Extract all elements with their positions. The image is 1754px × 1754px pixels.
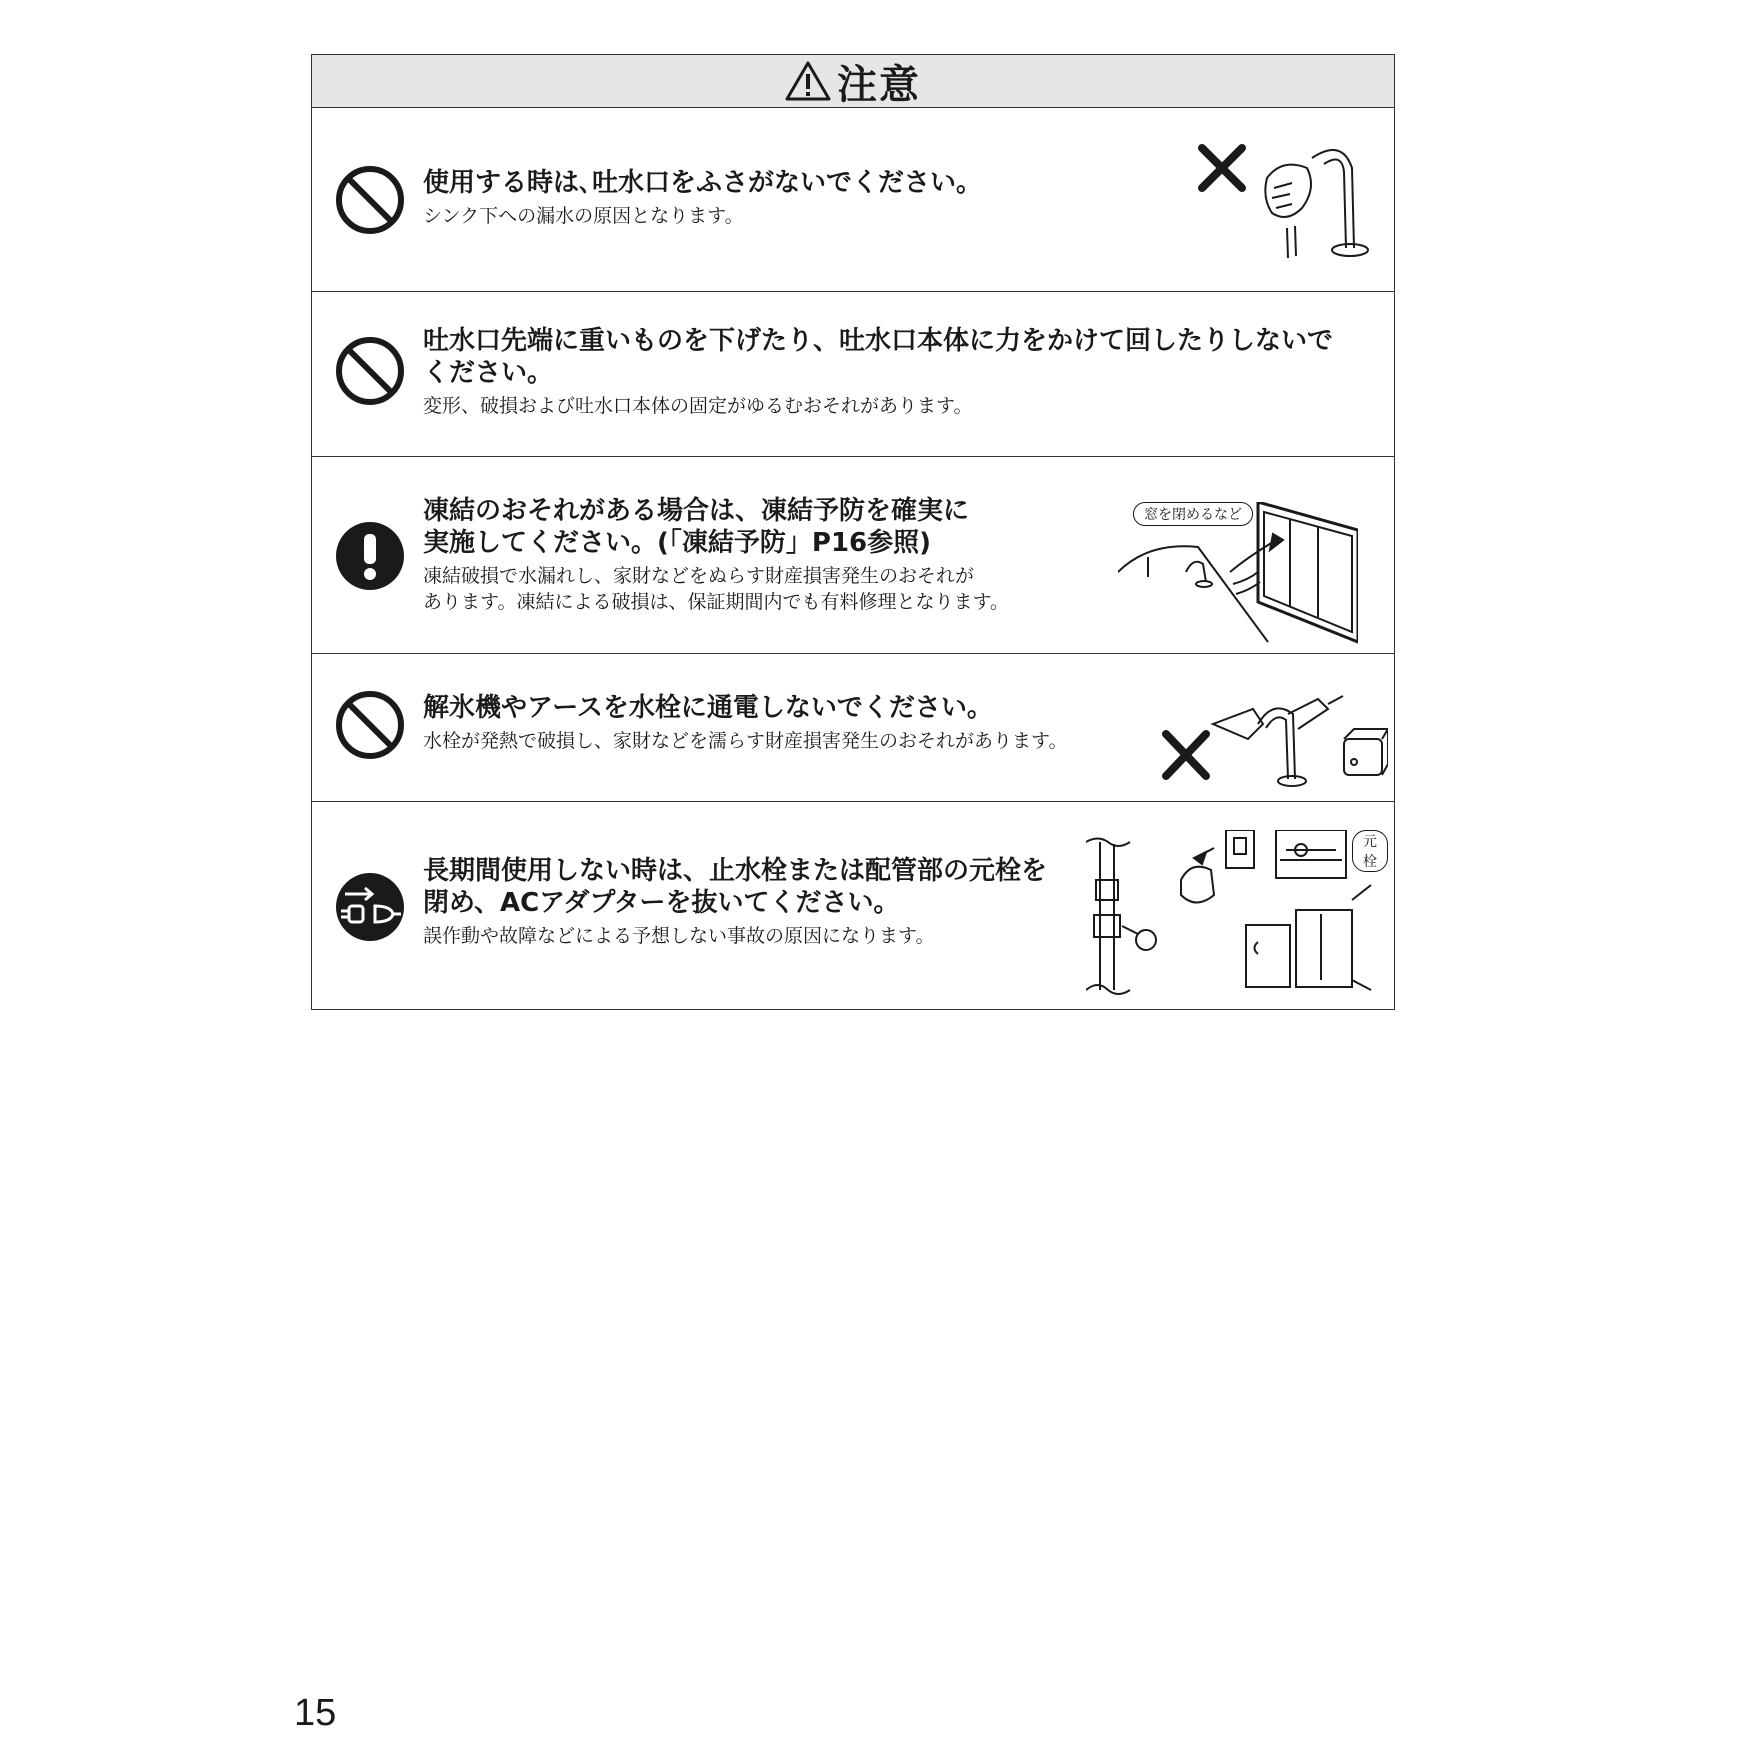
window-faucet-drawing — [1118, 502, 1358, 647]
row-heading: 閉め、ACアダプターを抜いてください。 — [423, 888, 900, 918]
row-heading: ください。 — [423, 358, 554, 388]
shutoff-valve-illustration — [1086, 830, 1386, 1005]
row-body: 変形、破損および吐水口本体の固定がゆるむおそれがあります。 — [423, 395, 973, 417]
row-heading: 使用する時は､吐水口をふさがないでください。 — [423, 168, 983, 198]
thawing-device-on-faucet-illustration — [1158, 684, 1388, 794]
caution-row-4 — [312, 654, 1394, 802]
page-number: 15 — [294, 1692, 337, 1734]
prohibition-icon — [335, 690, 405, 760]
prohibition-icon — [335, 165, 405, 235]
row-heading: 吐水口先端に重いものを下げたり、吐水口本体に力をかけて回したりしないで — [423, 326, 1334, 356]
caution-box — [311, 54, 1395, 1010]
illustration-label: 元栓 — [1352, 830, 1388, 872]
caution-header — [312, 55, 1394, 108]
caution-row-3 — [312, 457, 1394, 654]
row-body: 凍結破損で水漏れし、家財などをぬらす財産損害発生のおそれが — [423, 565, 975, 587]
row-2-text — [423, 325, 1333, 419]
illustration-label: 窓を閉めるなど — [1133, 502, 1253, 526]
caution-row-5 — [312, 802, 1394, 1011]
row-1-text — [423, 167, 982, 229]
unplug-icon — [335, 872, 405, 942]
row-heading: 凍結のおそれがある場合は、凍結予防を確実に — [423, 496, 970, 526]
row-body: シンク下への漏水の原因となります。 — [423, 205, 744, 227]
row-heading: 長期間使用しない時は、止水栓または配管部の元栓を — [423, 856, 1048, 886]
caution-row-1 — [312, 108, 1394, 292]
valve-and-adapter-drawing — [1086, 830, 1386, 1005]
row-3-text — [423, 495, 1009, 615]
caution-row-2 — [312, 292, 1394, 457]
hand-covering-faucet-illustration — [1192, 138, 1382, 268]
row-5-text — [423, 855, 1047, 949]
row-body: 誤作動や故障などによる予想しない事故の原因になります。 — [423, 925, 935, 947]
close-window-illustration — [1118, 502, 1358, 647]
row-heading: 解氷機やアースを水栓に通電しないでください。 — [423, 693, 993, 723]
caution-title: 注意 — [837, 61, 921, 108]
row-4-text — [423, 692, 1067, 754]
warning-triangle-icon — [785, 60, 831, 102]
prohibition-icon — [335, 336, 405, 406]
row-body: あります。凍結による破損は、保証期間内でも有料修理となります。 — [423, 591, 1009, 613]
row-heading: 実施してください。(「凍結予防」P16参照) — [423, 528, 932, 558]
mandatory-exclamation-icon — [335, 521, 405, 591]
row-body: 水栓が発熱で破損し、家財などを濡らす財産損害発生のおそれがあります。 — [423, 730, 1068, 752]
